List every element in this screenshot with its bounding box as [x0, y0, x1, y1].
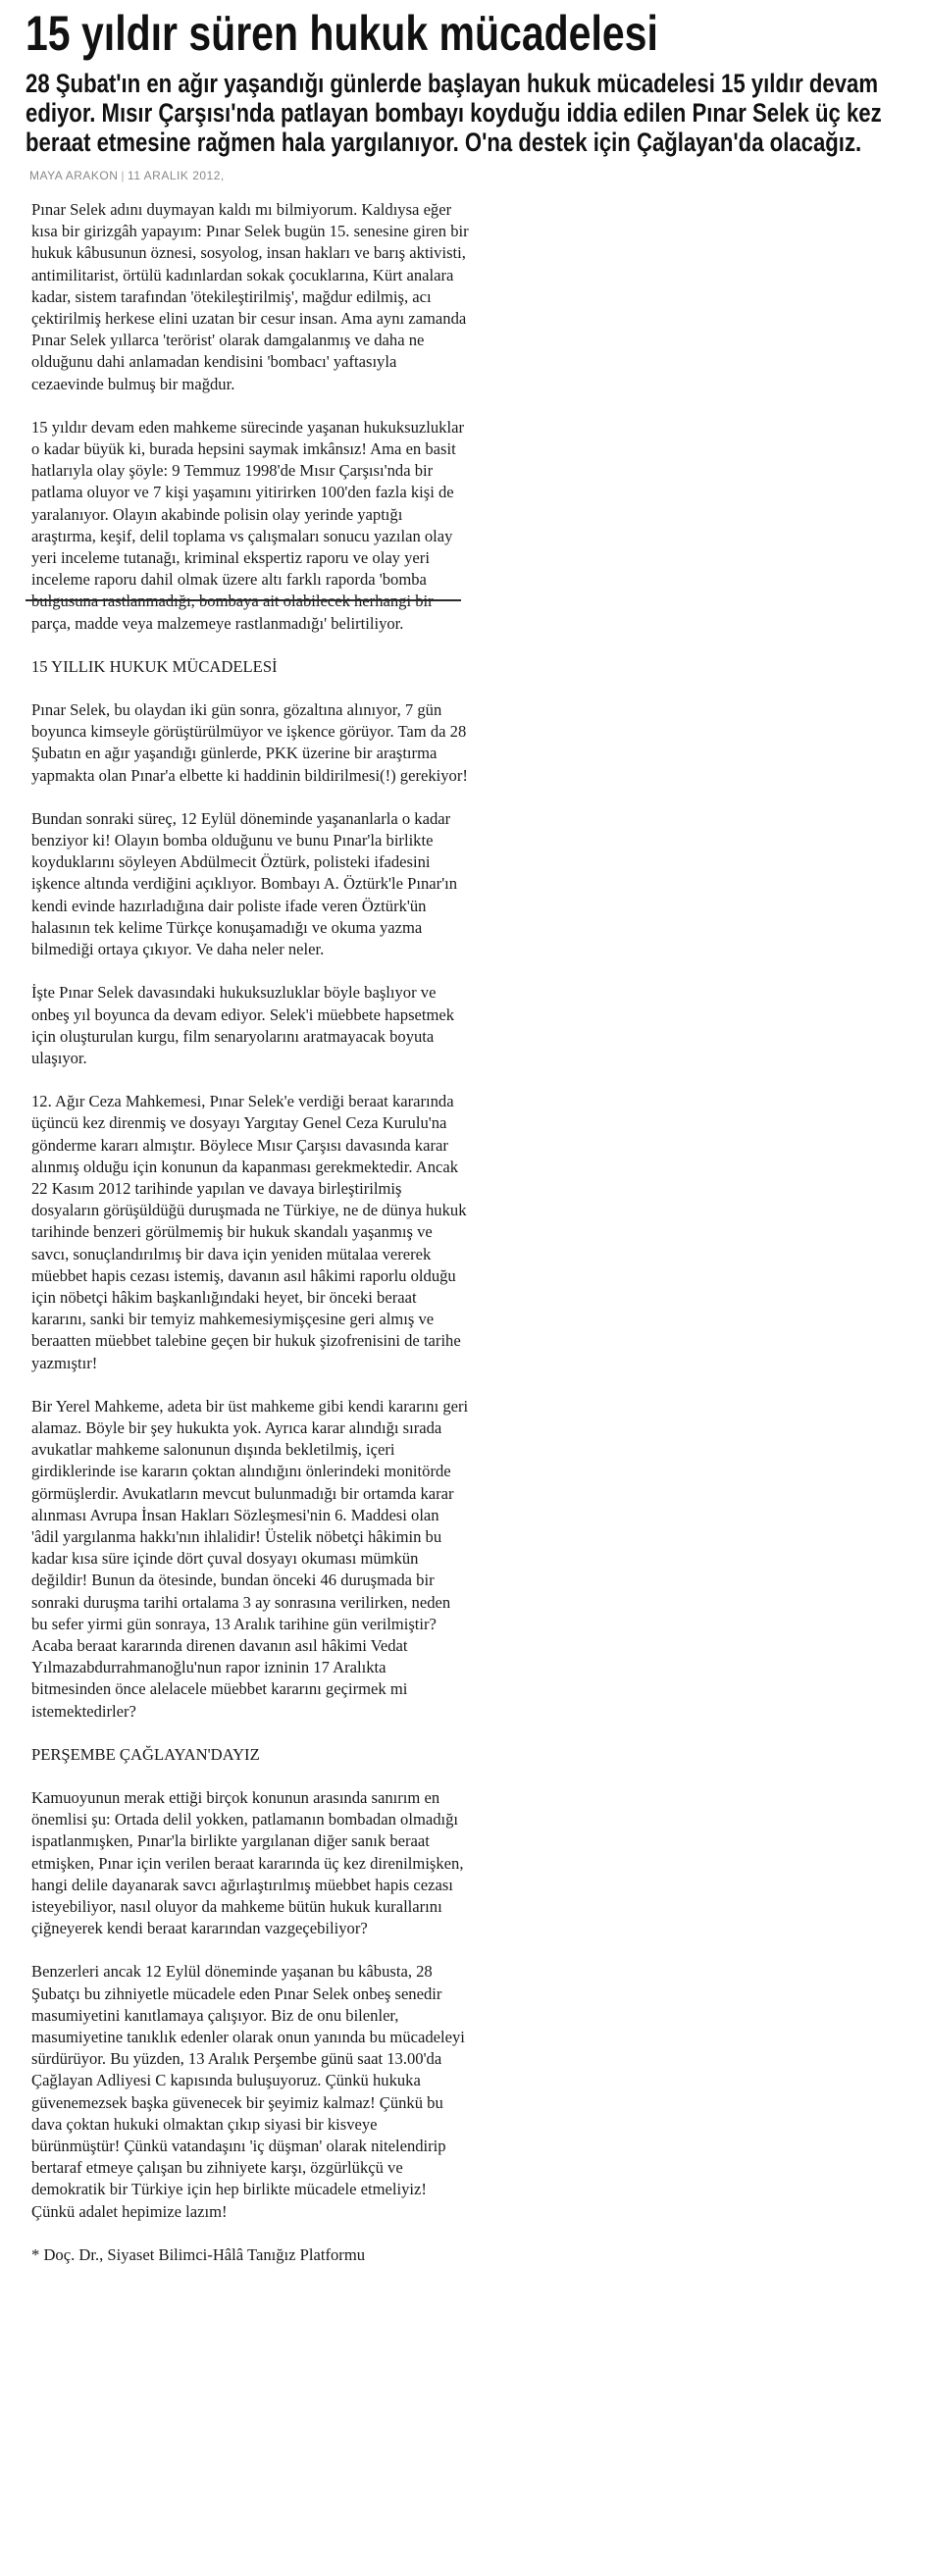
byline-separator: |: [121, 169, 126, 182]
paragraph-8: Kamuoyunun merak ettiği birçok konunun arasında sanırım en önemlisi şu: Ortada delil yokken, patlamanın bombadan olmadığı ispatlanmışken, Pınar'la birlikte yargılanan diğer sanık beraat etmişken, Pınar için verilen beraat kararında üç kez direnilmişken, hangi delile dayanarak savcı ağırlaştırılmış müebbet hapis cezası isteyebiliyor, nasıl oluyor da mahkeme bütün hukuk kurallarını çiğneyerek kendi beraat kararından vazgeçebiliyor?: [31, 1788, 464, 1938]
paragraph-1: Pınar Selek adını duymayan kaldı mı bilmiyorum. Kaldıysa eğer kısa bir girizgâh yapayım: Pınar Selek bugün 15. senesine giren bir hukuk kâbusunun öznesi, sosyolog, insan hakları ve barış aktivisti, antimilitarist, örtülü kadınlardan sokak çocuklarına, Kürt analara kadar, sistem tarafından 'ötekileştirilmiş', mağdur edilmiş, acı çektirilmiş herkese elini uzatan bir cesur insan. Ama aynı zamanda Pınar Selek yıllarca 'terörist' olarak damgalanmış ve daha ne olduğunu dahi anlamadan kendisini 'bombacı' yaftasıyla cezaevinde bulmuş bir mağdur.: [31, 200, 469, 393]
paragraph-4: Bundan sonraki süreç, 12 Eylül döneminde yaşananlarla o kadar benziyor ki! Olayın bomba olduğunu ve bunu Pınar'la birlikte koyduklarını söyleyen Abdülmecit Öztürk, polisteki ifadesini işkence altında verdiğini açıklıyor. Bombayı A. Öztürk'le Pınar'ın kendi evinde hazırladığına dair poliste ifade veren Öztürk'ün halasının tek kelime Türkçe konuşamadığı ve okuma yazma bilmediği ortaya çıkıyor. Ve daha neler neler.: [31, 808, 458, 959]
paragraph-7: Bir Yerel Mahkeme, adeta bir üst mahkeme gibi kendi kararını geri alamaz. Böyle bir şey hukukta yok. Ayrıca karar alındığı sırada avukatlar mahkeme salonunun dışında bekletilmiş, içeri girdiklerinde ise kararın çoktan alındığını önlerindeki monitörde görmüşlerdir. Avukatların mevcut bulunmadığı bir ortamda karar alınması Avrupa İnsan Hakları Sözleşmesi'nin 6. Maddesi olan 'âdil yargılanma hakkı'nın ihlalidir! Üstelik nöbetçi hâkimin bu kadar kısa süre içinde dört çuval dosyayı okuması mümkün değildir! Bunun da ötesinde, bundan önceki 46 duruşmada bir sonraki duruşma tarihi ortalama 3 ay sonrasına verilirken, neden bu sefer yirmi gün sonraya, 13 Aralık tarihine gün verilmiştir? Acaba beraat kararında direnen davanın asıl hâkimi Vedat Yılmazabdurrahmanoğlu'nun rapor izninin 17 Aralıkta bitmesinden önce alelacele müebbet kararını geçirmek mi istemektedirler?: [31, 1396, 469, 1721]
paragraph-9: Benzerleri ancak 12 Eylül döneminde yaşanan bu kâbusta, 28 Şubatçı bu zihniyetle mücadele eden Pınar Selek onbeş senedir masumiyetini kanıtlamaya çalışıyor. Biz de onu bilenler, masumiyetine tanıklık edenler olarak onun yanında bu mücadeleyi sürdürüyor. Bu yüzden, 13 Aralık Perşembe günü saat 13.00'da Çağlayan Adliyesi C kapısında buluşuyoruz. Çünkü hukuka güvenemezsek başka güvenecek bir şeyimiz kalmaz! Çünkü bu dava çoktan hukuki olmaktan çıkıp siyasi bir kisveye bürünmüştür! Çünkü vatandaşını 'iç düşman' olarak nitelendirip bertaraf etmeye çalışan bu zihniyete karşı, özgürlükçü ve demokratik bir Türkiye için hep birlikte mücadele etmeliyiz! Çünkü adalet hepimize lazım!: [31, 1962, 465, 2221]
paragraph-5: İşte Pınar Selek davasındaki hukuksuzluklar böyle başlıyor ve onbeş yıl boyunca da devam ediyor. Selek'i müebbete hapsetmek için oluşturulan kurgu, film senaryolarını aratmayacak boyuta ulaşıyor.: [31, 983, 455, 1067]
paragraph-6: 12. Ağır Ceza Mahkemesi, Pınar Selek'e verdiği beraat kararında üçüncü kez direnmiş ve dosyayı Yargıtay Genel Ceza Kurulu'na gönderme kararı almıştır. Böylece Mısır Çarşısı davasında karar alınmış olduğu için konunun da kapanması gerekmektedir. Ancak 22 Kasım 2012 tarihinde yapılan ve davaya birleştirilmiş dosyaların görüşüldüğü duruşmada ne Türkiye, ne de dünya hukuk tarihinde benzeri görülmemiş bir hukuk skandalı yaşanmış ve savcı, sonuçlandırılmış bir dava için yeniden mütalaa vererek müebbet hapis cezası istemiş, davanın asıl hâkimi raporlu olduğu için nöbetçi hâkim başkanlığındaki heyet, bir önceki beraat kararını, sanki bir temyiz mahkemesiymişçesine geri almış ve beraatten müebbet talebine geçen bir hukuk şizofrenisini de tarihe yazmıştır!: [31, 1092, 467, 1372]
article-body: [31, 199, 469, 2288]
article-subtitle: 28 Şubat'ın en ağır yaşandığı günlerde başlayan hukuk mücadelesi 15 yıldır devam ediyor. Mısır Çarşısı'nda patlayan bombayı koyduğu iddia edilen Pınar Selek üç kez beraat etmesine rağmen hala yargılanıyor. O'na destek için Çağlayan'da olacağız.: [26, 69, 882, 157]
section-heading-2: PERŞEMBE ÇAĞLAYAN'DAYIZ: [31, 1744, 260, 1764]
paragraph-3: Pınar Selek, bu olaydan iki gün sonra, gözaltına alınıyor, 7 gün boyunca kimseyle görüştürülmüyor ve işkence görüyor. Tam da 28 Şubatın en ağır yaşandığı günlerde, PKK üzerine bir araştırma yapmakta olan Pınar'a elbette ki haddinin bildirilmesi(!) gerekiyor!: [31, 700, 468, 785]
footnote: * Doç. Dr., Siyaset Bilimci-Hâlâ Tanığız Platformu: [31, 2244, 366, 2264]
byline: [29, 169, 225, 182]
section-heading-1: 15 YILLIK HUKUK MÜCADELESİ: [31, 656, 278, 676]
paragraph-2: 15 yıldır devam eden mahkeme sürecinde yaşanan hukuksuzluklar o kadar büyük ki, burada hepsini saymak imkânsız! Ama en basit hatlarıyla olay şöyle: 9 Temmuz 1998'de Mısır Çarşısı'nda bir patlama oluyor ve 7 kişi yaşamını yitirirken 100'den fazla kişi de yaralanıyor. Olayın akabinde polisin olay yerinde yaptığı araştırma, keşif, delil toplama vs çalışmaları sonucu yazılan olay yeri inceleme tutanağı, kriminal ekspertiz raporu ve olay yeri inceleme raporu dahil olmak üzere altı farklı raporda 'bomba parça, madde veya malzemeye rastlanmadığı' belirtiliyor.: [31, 417, 464, 633]
publish-date: 11 ARALIK 2012,: [128, 169, 225, 182]
page-cut-line: [26, 599, 461, 601]
article-title: 15 yıldır süren hukuk mücadelesi: [26, 6, 658, 61]
author-name: MAYA ARAKON: [29, 169, 119, 182]
